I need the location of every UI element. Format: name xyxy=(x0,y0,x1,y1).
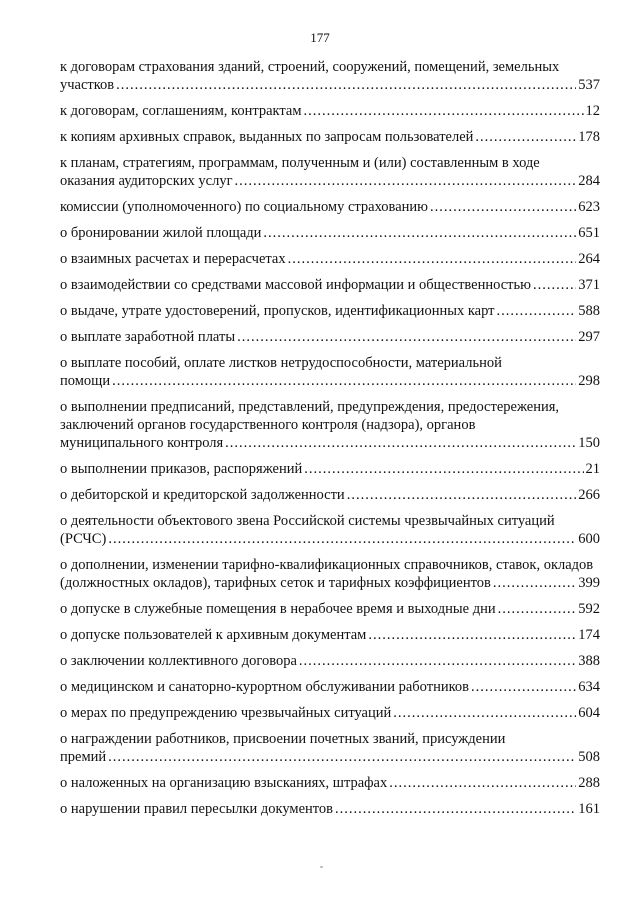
index-entry-page: 174 xyxy=(578,627,600,643)
index-entry-page: 371 xyxy=(578,277,600,293)
index-entry-text: о взаимных расчетах и перерасчетах xyxy=(60,251,286,267)
index-entry-line: к планам, стратегиям, программам, полученным и (или) составленным в ходе xyxy=(60,155,540,171)
dot-leader xyxy=(498,600,577,618)
index-entry-text: (РСЧС) xyxy=(60,531,107,547)
index-entry-page: 399 xyxy=(578,575,600,591)
index-entry-last-line xyxy=(60,102,600,120)
index-entry-text: премий xyxy=(60,749,107,765)
dot-leader xyxy=(235,172,577,190)
index-entry-text: о заключении коллективного договора xyxy=(60,653,297,669)
index-entry xyxy=(60,354,600,390)
index-entry-line: к договорам страхования зданий, строений, сооружений, помещений, земельных xyxy=(60,59,560,75)
subject-index xyxy=(60,58,600,826)
index-entry-last-line xyxy=(60,460,600,478)
index-entry-page: 161 xyxy=(578,801,600,817)
index-entry-page: 150 xyxy=(578,435,600,451)
dot-leader xyxy=(299,652,576,670)
index-entry-page: 588 xyxy=(578,303,600,319)
scan-speck xyxy=(320,866,323,868)
index-entry-text: о допуске в служебные помещения в нерабочее время и выходные дни xyxy=(60,601,496,617)
index-entry-text: оказания аудиторских услуг xyxy=(60,173,233,189)
dot-leader xyxy=(368,626,576,644)
index-entry-last-line xyxy=(60,678,600,696)
index-entry xyxy=(60,626,600,644)
dot-leader xyxy=(493,574,576,592)
dot-leader xyxy=(304,102,584,120)
index-entry-last-line xyxy=(60,626,600,644)
index-entry-page: 623 xyxy=(578,199,600,215)
index-entry-text: к договорам, соглашениям, контрактам xyxy=(60,103,302,119)
index-entry-page: 537 xyxy=(578,77,600,93)
index-entry-text: о выполнении приказов, распоряжений xyxy=(60,461,303,477)
index-entry xyxy=(60,154,600,190)
index-entry-line: о выполнении предписаний, представлений, предупреждения, предостережения, xyxy=(60,399,560,415)
index-entry-text: (должностных окладов), тарифных сеток и тарифных коэффициентов xyxy=(60,575,491,591)
index-entry-last-line xyxy=(60,172,600,190)
index-entry-last-line xyxy=(60,800,600,818)
dot-leader xyxy=(471,678,576,696)
index-entry-line: о деятельности объектового звена Российской системы чрезвычайных ситуаций xyxy=(60,513,555,529)
index-entry-page: 12 xyxy=(585,103,600,119)
index-entry-text: о дебиторской и кредиторской задолженности xyxy=(60,487,345,503)
index-entry-page: 288 xyxy=(578,775,600,791)
dot-leader xyxy=(237,328,576,346)
dot-leader xyxy=(430,198,576,216)
index-entry xyxy=(60,652,600,670)
dot-leader xyxy=(225,434,576,452)
index-entry xyxy=(60,800,600,818)
dot-leader xyxy=(335,800,576,818)
index-entry-text: комиссии (уполномоченного) по социальному страхованию xyxy=(60,199,429,215)
index-entry-last-line xyxy=(60,486,600,504)
index-entry-line: о выплате пособий, оплате листков нетрудоспособности, материальной xyxy=(60,355,502,371)
index-entry xyxy=(60,302,600,320)
index-entry-last-line xyxy=(60,250,600,268)
index-entry-last-line xyxy=(60,76,600,94)
index-entry-page: 21 xyxy=(585,461,600,477)
index-entry-last-line xyxy=(60,530,600,548)
dot-leader xyxy=(389,774,576,792)
dot-leader xyxy=(304,460,583,478)
index-entry-page: 178 xyxy=(578,129,600,145)
page-number: 177 xyxy=(310,30,330,45)
dot-leader xyxy=(393,704,576,722)
index-entry xyxy=(60,512,600,548)
index-entry xyxy=(60,556,600,592)
index-entry-page: 298 xyxy=(578,373,600,389)
index-entry-text: о медицинском и санаторно-курортном обслуживании работников xyxy=(60,679,470,695)
dot-leader xyxy=(533,276,576,294)
index-entry-last-line xyxy=(60,224,600,242)
index-entry xyxy=(60,128,600,146)
index-entry-last-line xyxy=(60,774,600,792)
index-entry-page: 651 xyxy=(578,225,600,241)
index-entry-text: о допуске пользователей к архивным документам xyxy=(60,627,367,643)
index-entry xyxy=(60,730,600,766)
dot-leader xyxy=(112,372,576,390)
index-entry-page: 604 xyxy=(578,705,600,721)
dot-leader xyxy=(496,302,576,320)
index-entry-last-line xyxy=(60,328,600,346)
index-entry xyxy=(60,398,600,452)
index-entry xyxy=(60,678,600,696)
index-entry-last-line xyxy=(60,704,600,722)
dot-leader xyxy=(108,530,576,548)
index-entry-text: о выплате заработной платы xyxy=(60,329,236,345)
index-entry xyxy=(60,58,600,94)
dot-leader xyxy=(475,128,576,146)
index-entry-text: о бронировании жилой площади xyxy=(60,225,262,241)
index-entry xyxy=(60,486,600,504)
index-entry-page: 508 xyxy=(578,749,600,765)
index-entry xyxy=(60,250,600,268)
index-entry-last-line xyxy=(60,198,600,216)
index-entry-text: о нарушении правил пересылки документов xyxy=(60,801,334,817)
index-entry-last-line xyxy=(60,302,600,320)
index-entry-page: 600 xyxy=(578,531,600,547)
index-entry xyxy=(60,102,600,120)
index-entry-page: 592 xyxy=(578,601,600,617)
index-entry-last-line xyxy=(60,372,600,390)
index-entry-text: о выдаче, утрате удостоверений, пропусков, идентификационных карт xyxy=(60,303,495,319)
index-entry-page: 388 xyxy=(578,653,600,669)
index-entry-text: муниципального контроля xyxy=(60,435,224,451)
index-entry-line: заключений органов государственного контроля (надзора), органов xyxy=(60,417,476,433)
dot-leader xyxy=(108,748,576,766)
index-entry-last-line xyxy=(60,128,600,146)
dot-leader xyxy=(263,224,576,242)
index-entry-last-line xyxy=(60,574,600,592)
index-entry-last-line xyxy=(60,276,600,294)
index-entry-last-line xyxy=(60,748,600,766)
index-entry xyxy=(60,198,600,216)
index-entry-page: 264 xyxy=(578,251,600,267)
index-entry-page: 266 xyxy=(578,487,600,503)
dot-leader xyxy=(347,486,577,504)
index-entry-text: к копиям архивных справок, выданных по запросам пользователей xyxy=(60,129,474,145)
index-entry xyxy=(60,704,600,722)
index-entry-page: 284 xyxy=(578,173,600,189)
index-entry xyxy=(60,460,600,478)
index-entry-last-line xyxy=(60,652,600,670)
index-entry-text: о мерах по предупреждению чрезвычайных ситуаций xyxy=(60,705,392,721)
dot-leader xyxy=(116,76,576,94)
index-entry xyxy=(60,600,600,618)
dot-leader xyxy=(288,250,577,268)
index-entry-line: о награждении работников, присвоении почетных званий, присуждении xyxy=(60,731,506,747)
index-entry-last-line xyxy=(60,600,600,618)
index-entry-text: помощи xyxy=(60,373,111,389)
index-entry-text: участков xyxy=(60,77,115,93)
index-entry-text: о взаимодействии со средствами массовой информации и общественностью xyxy=(60,277,531,293)
index-entry xyxy=(60,224,600,242)
index-entry-line: о дополнении, изменении тарифно-квалификационных справочников, ставок, окладов xyxy=(60,557,594,573)
index-entry-page: 634 xyxy=(578,679,600,695)
index-entry-last-line xyxy=(60,434,600,452)
index-entry-page: 297 xyxy=(578,329,600,345)
index-entry-text: о наложенных на организацию взысканиях, штрафах xyxy=(60,775,388,791)
index-entry xyxy=(60,276,600,294)
index-entry xyxy=(60,774,600,792)
index-entry xyxy=(60,328,600,346)
